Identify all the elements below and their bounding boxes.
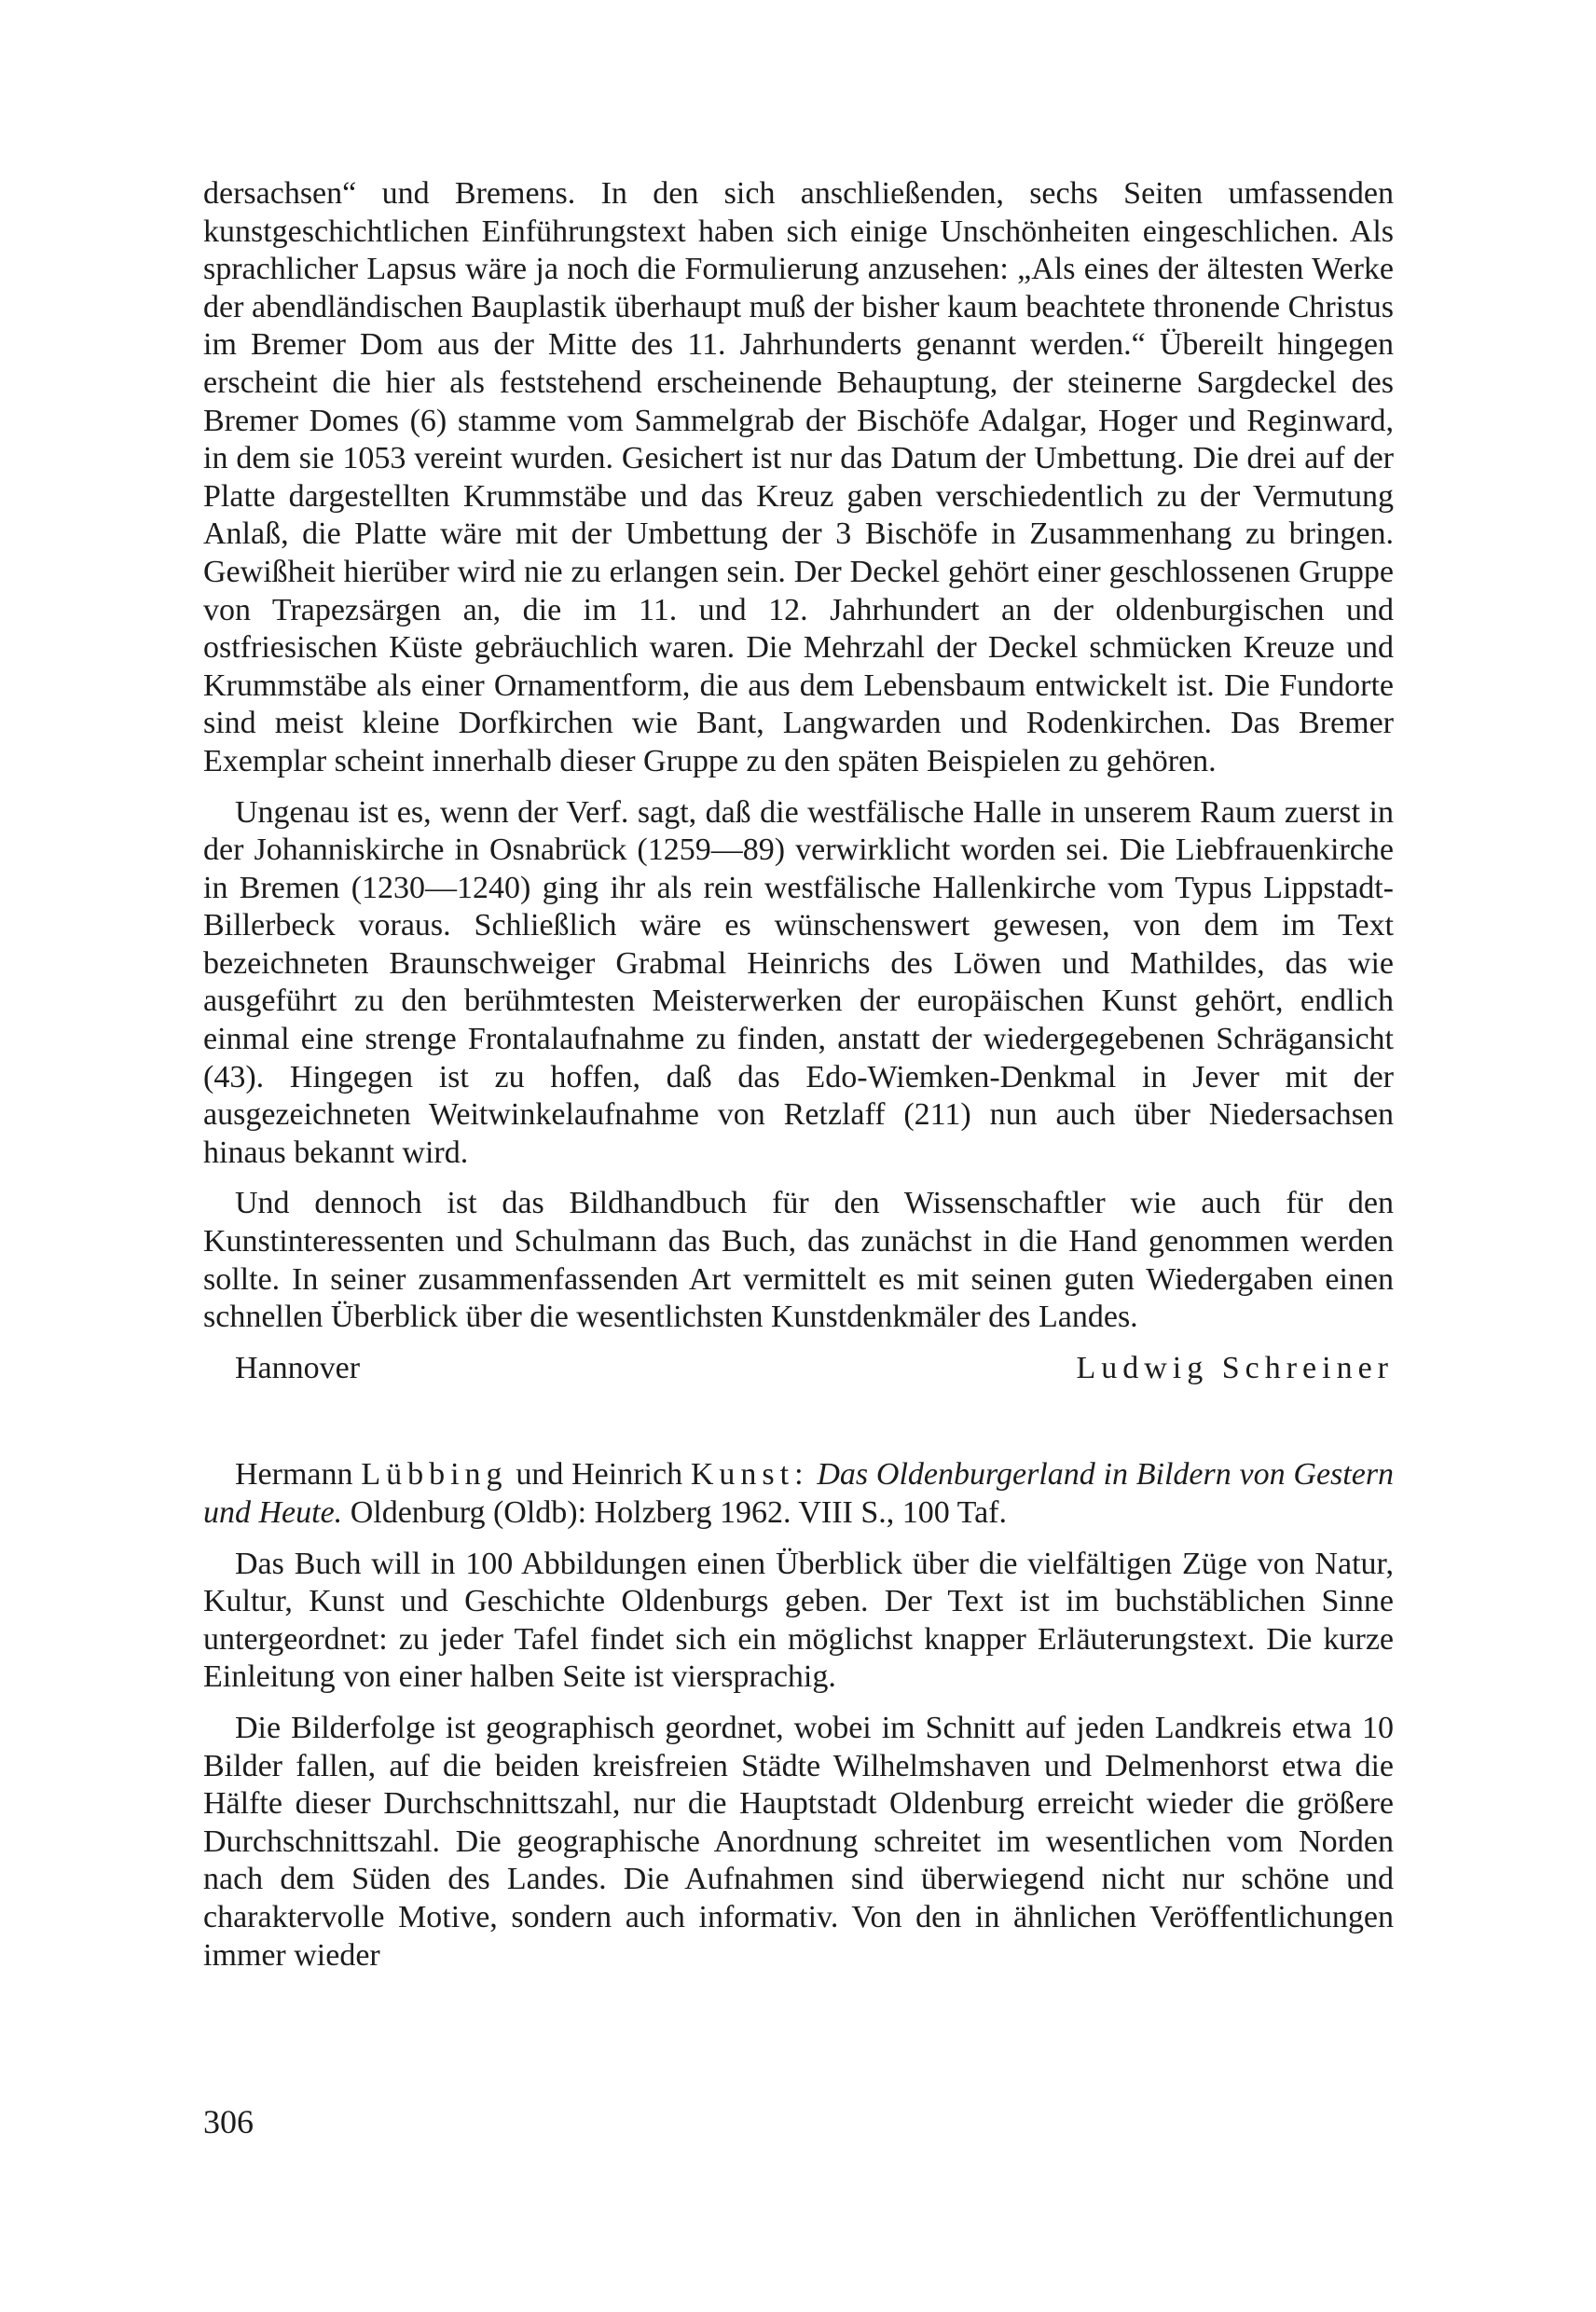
review-paragraph: dersachsen“ und Bremens. In den sich anschließenden, sechs Seiten umfassenden kunstgeschichtlichen Einführungstext haben sich einige Unschönheiten eingeschlichen. Als sprachlicher Lapsus wäre ja noch die Formulierung anzusehen: „Als eines der ältesten Werke der abendländischen Bauplastik überhaupt muß der bisher kaum beachtete thronende Christus im Bremer Dom aus der Mitte des 11. Jahrhunderts genannt werden.“ Übereilt hingegen erscheint die hier als feststehend erscheinende Behauptung, der steinerne Sargdeckel des Bremer Domes (6) stamme vom Sammelgrab der Bischöfe Adalgar, Hoger und Reginward, in dem sie 1053 vereint wurden. Gesichert ist nur das Datum der Umbettung. Die drei auf der Platte dargestellten Krummstäbe und das Kreuz gaben verschiedentlich zu der Vermutung Anlaß, die Platte wäre mit der Umbettung der 3 Bischöfe in Zusammenhang zu bringen. Gewißheit hierüber wird nie zu erlangen sein. Der Deckel gehört einer geschlossenen Gruppe von Trapezsärgen an, die im 11. und 12. Jahrhundert an der oldenburgischen und ostfriesischen Küste gebräuchlich waren. Die Mehrzahl der Deckel schmücken Kreuze und Krummstäbe als einer Ornamentform, die aus dem Lebensbaum entwickelt ist. Die Fundorte sind meist kleine Dorfkirchen wie Bant, Langwarden und Rodenkirchen. Das Bremer Exemplar scheint innerhalb dieser Gruppe zu den späten Beispielen zu gehören. — [203, 176, 1394, 778]
bibliographic-entry — [203, 1456, 1394, 1532]
author-surname: Kunst: — [690, 1457, 809, 1493]
page-number: 306 — [203, 2103, 254, 2140]
publication-info: Oldenburg (Oldb): Holzberg 1962. VIII S., 100 Taf. — [350, 1495, 1007, 1530]
review-paragraph: Das Buch will in 100 Abbildungen einen Überblick über die vielfältigen Züge von Natur, Kultur, Kunst und Geschichte Oldenburgs geben. Der Text ist im buchstäblichen Sinne untergeordnet: zu jeder Tafel findet sich ein möglichst knapper Erläuterungstext. Die kurze Einleitung von einer halben Seite ist viersprachig. — [203, 1546, 1394, 1695]
review-paragraph: Und dennoch ist das Bildhandbuch für den Wissenschaftler wie auch für den Kunstinteressenten und Schulmann das Buch, das zunächst in die Hand genommen werden sollte. In seiner zusammenfassenden Art vermittelt es mit seinen guten Wiedergaben einen schnellen Überblick über die wesentlichsten Kunstdenkmäler des Landes. — [203, 1186, 1394, 1335]
page-body — [203, 175, 1394, 1975]
signature-place: Hannover — [235, 1350, 361, 1385]
signature-reviewer: Ludwig Schreiner — [1076, 1350, 1394, 1385]
author-conjunction: und — [516, 1457, 564, 1493]
review-paragraph: Die Bilderfolge ist geographisch geordnet, wobei im Schnitt auf jeden Landkreis etwa 10 Bilder fallen, auf die beiden kreisfreien Städte Wilhelmshaven und Delmenhorst etwa die Hälfte dieser Durchschnittszahl, nur die Hauptstadt Oldenburg erreicht wieder die größere Durchschnittszahl. Die geographische Anordnung schreitet im wesentlichen vom Norden nach dem Süden des Landes. Die Aufnahmen sind überwiegend nicht nur schöne und charaktervolle Motive, sondern auch informativ. Von den in ähnlichen Veröffentlichungen immer wieder — [203, 1710, 1394, 1973]
author-first-name: Hermann — [235, 1457, 353, 1493]
author-surname: Lübbing — [361, 1457, 508, 1493]
review-signature — [203, 1350, 1394, 1388]
book-title: Das Oldenburgerland in Bildern von Gestern und Heute. — [203, 1457, 1395, 1530]
review-paragraph: Ungenau ist es, wenn der Verf. sagt, daß die westfälische Halle in unserem Raum zuerst in der Johanniskirche in Osnabrück (1259—89) verwirklicht worden sei. Die Liebfrauenkirche in Bremen (1230—1240) ging ihr als rein westfälische Hallenkirche vom Typus Lippstadt-Billerbeck voraus. Schließlich wäre es wünschenswert gewesen, von dem im Text bezeichneten Braunschweiger Grabmal Heinrichs des Löwen und Mathildes, das wie ausgeführt zu den berühmtesten Meisterwerken der europäischen Kunst gehört, endlich einmal eine strenge Frontalaufnahme zu finden, anstatt der wiedergegebenen Schrägansicht (43). Hingegen ist zu hoffen, daß das Edo-Wiemken-Denkmal in Jever mit der ausgezeichneten Weitwinkelaufnahme von Retzlaff (211) nun auch über Niedersachsen hinaus bekannt wird. — [203, 794, 1394, 1170]
author-first-name: Heinrich — [571, 1457, 683, 1493]
